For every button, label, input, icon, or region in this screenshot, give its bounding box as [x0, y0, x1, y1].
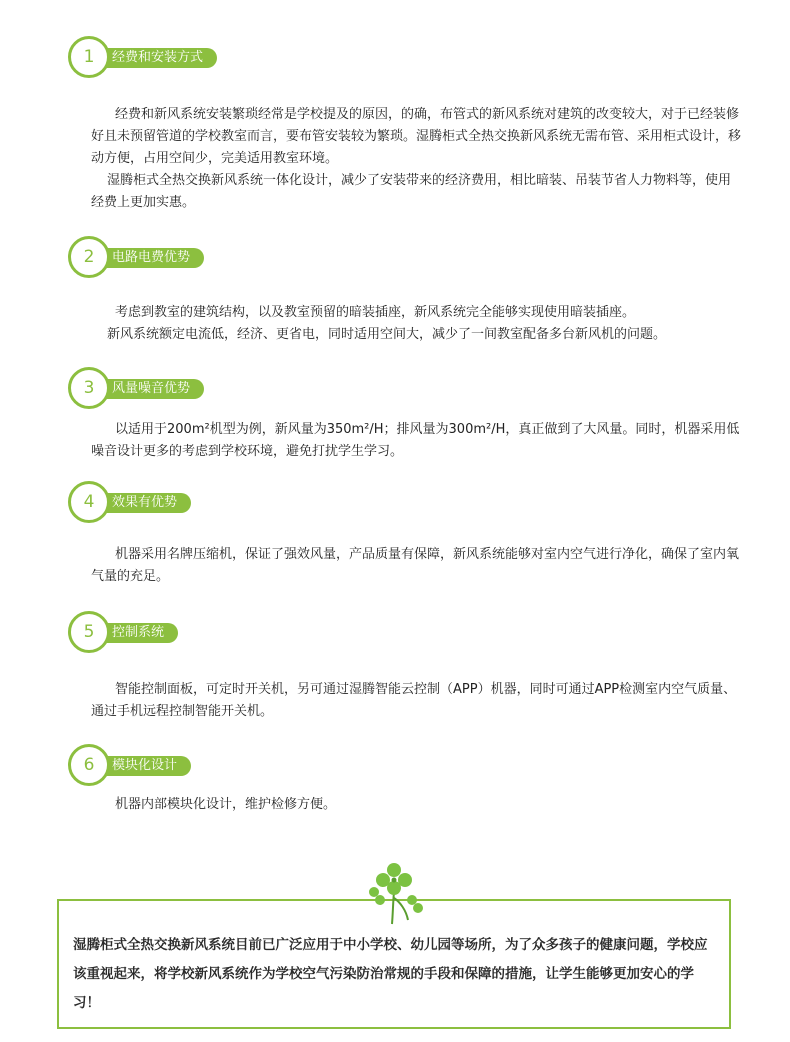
section-number: 3	[68, 367, 110, 409]
paragraph: 考虑到教室的建筑结构，以及教室预留的暗装插座，新风系统完全能够实现使用暗装插座。	[115, 305, 636, 320]
section-title: 模块化设计	[88, 756, 191, 776]
section-header	[68, 744, 238, 788]
paragraph: 机器采用名牌压缩机，保证了强效风量，产品质量有保障，新风系统能够对室内空气进行净化，确保了室内氧气量的充足。	[91, 547, 740, 584]
section-title: 电路电费优势	[88, 248, 204, 268]
section-body	[91, 544, 741, 588]
paragraph: 机器内部模块化设计，维护检修方便。	[115, 797, 337, 812]
section-body	[91, 302, 741, 346]
paragraph: 智能控制面板，可定时开关机，另可通过湿腾智能云控制（APP）机器，同时可通过APP检测室内空气质量、通过手机远程控制智能开关机。	[91, 682, 737, 719]
section-body	[91, 794, 741, 816]
section-body	[91, 419, 741, 463]
paragraph: 湿腾柜式全热交换新风系统一体化设计，减少了安装带来的经济费用，相比暗装、吊装节省人力物料等，使用经费上更加实惠。	[91, 173, 732, 210]
section-number: 2	[68, 236, 110, 278]
section-number: 1	[68, 36, 110, 78]
section-header	[68, 36, 238, 80]
section-number: 5	[68, 611, 110, 653]
paragraph: 新风系统额定电流低，经济、更省电，同时适用空间大，减少了一间教室配备多台新风机的问题。	[107, 327, 667, 342]
section-header	[68, 481, 238, 525]
section-body	[91, 679, 741, 723]
section-number: 4	[68, 481, 110, 523]
summary-text: 湿腾柜式全热交换新风系统目前已广泛应用于中小学校、幼儿园等场所，为了众多孩子的健康问题，学校应该重视起来，将学校新风系统作为学校空气污染防治常规的手段和保障的措施，让学生能够更加安心的学习！	[73, 937, 708, 1011]
section-header	[68, 236, 238, 280]
paragraph: 以适用于200m²机型为例，新风量为350m²/H；排风量为300m²/H，真正做到了大风量。同时，机器采用低噪音设计更多的考虑到学校环境，避免打扰学生学习。	[91, 422, 740, 459]
section-title: 风量噪音优势	[88, 379, 204, 399]
section-header	[68, 367, 238, 411]
section-title: 经费和安装方式	[88, 48, 217, 68]
paragraph: 经费和新风系统安装繁琐经常是学校提及的原因，的确，布管式的新风系统对建筑的改变较大，对于已经装修好且未预留管道的学校教室而言，要布管安装较为繁琐。湿腾柜式全热交换新风系统无需布管、采用柜式设计，移动方便，占用空间少，完美适用教室环境。	[91, 107, 742, 166]
section-header	[68, 611, 238, 655]
clover-icon	[362, 858, 426, 928]
section-title: 效果有优势	[88, 493, 191, 513]
section-body	[91, 104, 741, 214]
section-title: 控制系统	[88, 623, 178, 643]
section-number: 6	[68, 744, 110, 786]
